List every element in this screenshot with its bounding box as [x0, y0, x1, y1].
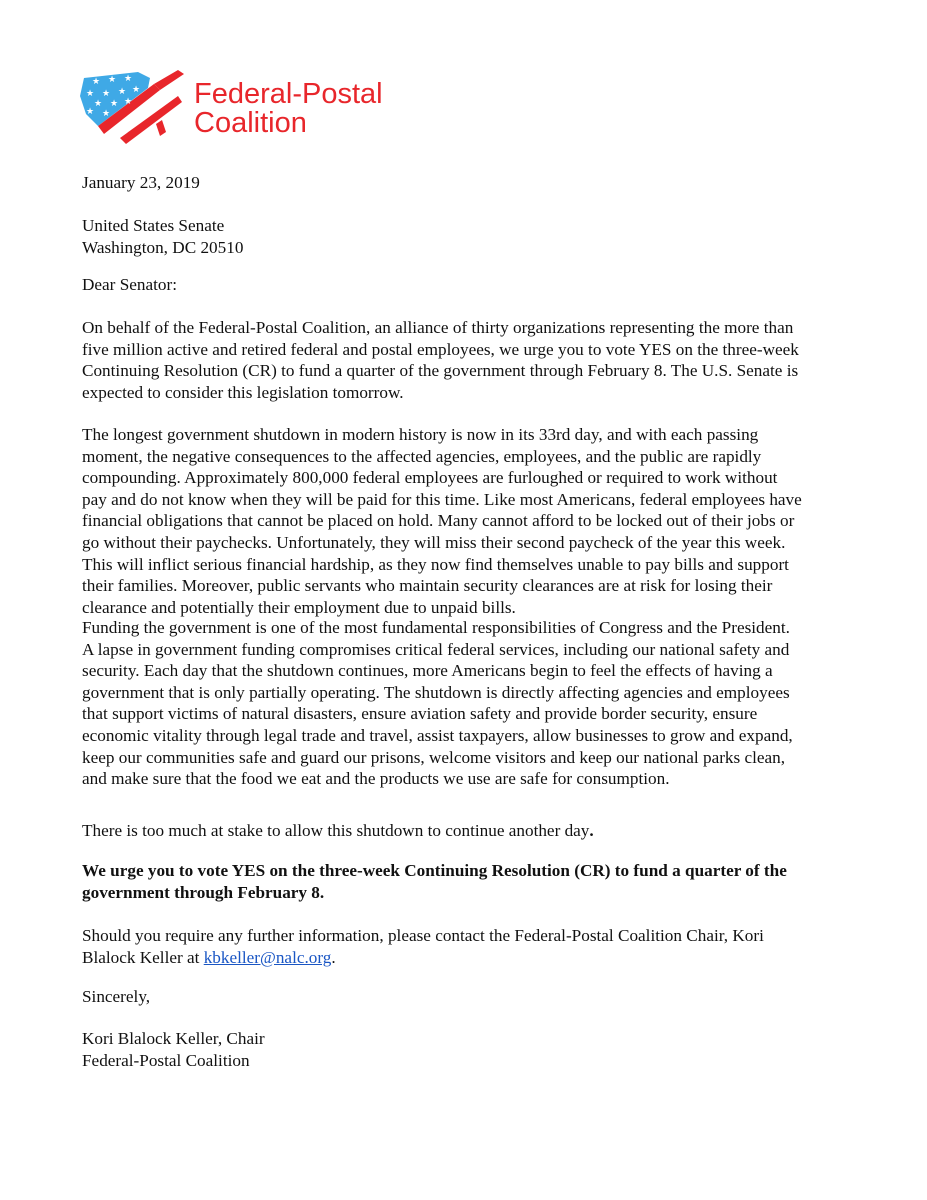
- paragraph-line: Continuing Resolution (CR) to fund a quarter of the government through February 8. The U.S. Senate is: [82, 361, 799, 381]
- logo-wordmark: [194, 80, 383, 138]
- coalition-logo: [78, 66, 398, 146]
- svg-text:★: ★: [92, 77, 101, 87]
- svg-text:★: ★: [86, 89, 95, 99]
- paragraph-line: pay and do not know when they will be paid for this time. Like most Americans, federal employees have: [82, 489, 802, 509]
- email-link[interactable]: kbkeller@nalc.org: [203, 947, 332, 967]
- address-line: Washington, DC 20510: [82, 237, 244, 257]
- paragraph-line: government that is only partially operating. The shutdown is directly affecting agencies and employees: [82, 682, 790, 702]
- closing: Sincerely,: [82, 987, 151, 1006]
- paragraph-line: and make sure that the food we eat and the products we use are safe for consumption.: [82, 769, 670, 789]
- paragraph-line: clearance and potentially their employment due to unpaid bills.: [82, 597, 516, 617]
- address-line: United States Senate: [82, 216, 225, 235]
- paragraph-line: that support victims of natural disasters, ensure aviation safety and provide border security, ensure: [82, 704, 758, 724]
- paragraph-line: financial obligations that cannot be placed on hold. Many cannot afford to be locked out of their jobs or: [82, 511, 795, 531]
- signature-org: Federal-Postal Coalition: [82, 1050, 250, 1070]
- svg-text:★: ★: [94, 99, 103, 109]
- salutation: Dear Senator:: [82, 275, 177, 294]
- svg-text:★: ★: [110, 99, 119, 109]
- paragraph-line: security. Each day that the shutdown continues, more Americans begin to feel the effects of having a: [82, 661, 773, 681]
- svg-text:★: ★: [124, 74, 133, 84]
- paragraph-contact: [82, 925, 764, 968]
- paragraph-line: Funding the government is one of the most fundamental responsibilities of Congress and the President.: [82, 618, 790, 637]
- contact-suffix: .: [331, 947, 336, 967]
- paragraph-1: [82, 317, 799, 403]
- svg-text:★: ★: [124, 97, 133, 107]
- svg-text:★: ★: [108, 75, 117, 85]
- paragraph-line: We urge you to vote YES on the three-week Continuing Resolution (CR) to fund a quarter of the: [82, 861, 787, 880]
- paragraph-line: This will inflict serious financial hardship, as they now find themselves unable to pay bills and support: [82, 554, 789, 574]
- paragraph-2: [82, 424, 802, 618]
- paragraph-call-to-action: [82, 860, 787, 903]
- paragraph-line: economic vitality through legal trade and travel, assist taxpayers, allow businesses to grow and expand,: [82, 725, 793, 745]
- paragraph-line: five million active and retired federal and postal employees, we urge you to vote YES on the three-week: [82, 339, 799, 359]
- letter-date: January 23, 2019: [82, 173, 200, 192]
- paragraph-line: government through February 8.: [82, 882, 325, 902]
- contact-line: Should you require any further information, please contact the Federal-Postal Coalition Chair, Kori: [82, 926, 764, 945]
- paragraph-line: their families. Moreover, public servants who maintain security clearances are at risk for losing their: [82, 576, 773, 596]
- paragraph-3: [82, 617, 793, 790]
- stake-period: .: [589, 821, 594, 840]
- recipient-address: [82, 215, 243, 258]
- contact-line: [82, 947, 764, 969]
- logo-line-2: Coalition: [194, 107, 307, 139]
- svg-text:★: ★: [132, 85, 141, 95]
- paragraph-line: go without their paychecks. Unfortunately, they will miss their second paycheck of the year this week.: [82, 532, 786, 552]
- paragraph-line: moment, the negative consequences to the affected agencies, employees, and the public are rapidly: [82, 446, 762, 466]
- signature-block: [82, 1028, 265, 1071]
- paragraph-line: The longest government shutdown in modern history is now in its 33rd day, and with each passing: [82, 425, 759, 444]
- paragraph-line: keep our communities safe and guard our prisons, welcome visitors and keep our national parks clean,: [82, 747, 786, 767]
- paragraph-line: expected to consider this legislation tomorrow.: [82, 382, 404, 402]
- contact-prefix: Blalock Keller at: [82, 947, 204, 967]
- logo-line-1: Federal-Postal: [194, 78, 383, 110]
- paragraph-line: On behalf of the Federal-Postal Coalition, an alliance of thirty organizations representing the more than: [82, 318, 794, 337]
- paragraph-line: compounding. Approximately 800,000 federal employees are furloughed or required to work without: [82, 468, 778, 488]
- paragraph-line: A lapse in government funding compromises critical federal services, including our national safety and: [82, 639, 790, 659]
- svg-text:★: ★: [118, 87, 127, 97]
- svg-text:★: ★: [102, 109, 111, 119]
- svg-text:★: ★: [102, 89, 111, 99]
- stake-text: There is too much at stake to allow this shutdown to continue another day: [82, 821, 590, 840]
- signature-name: Kori Blalock Keller, Chair: [82, 1029, 265, 1048]
- paragraph-4: [82, 820, 594, 842]
- svg-text:★: ★: [86, 107, 95, 117]
